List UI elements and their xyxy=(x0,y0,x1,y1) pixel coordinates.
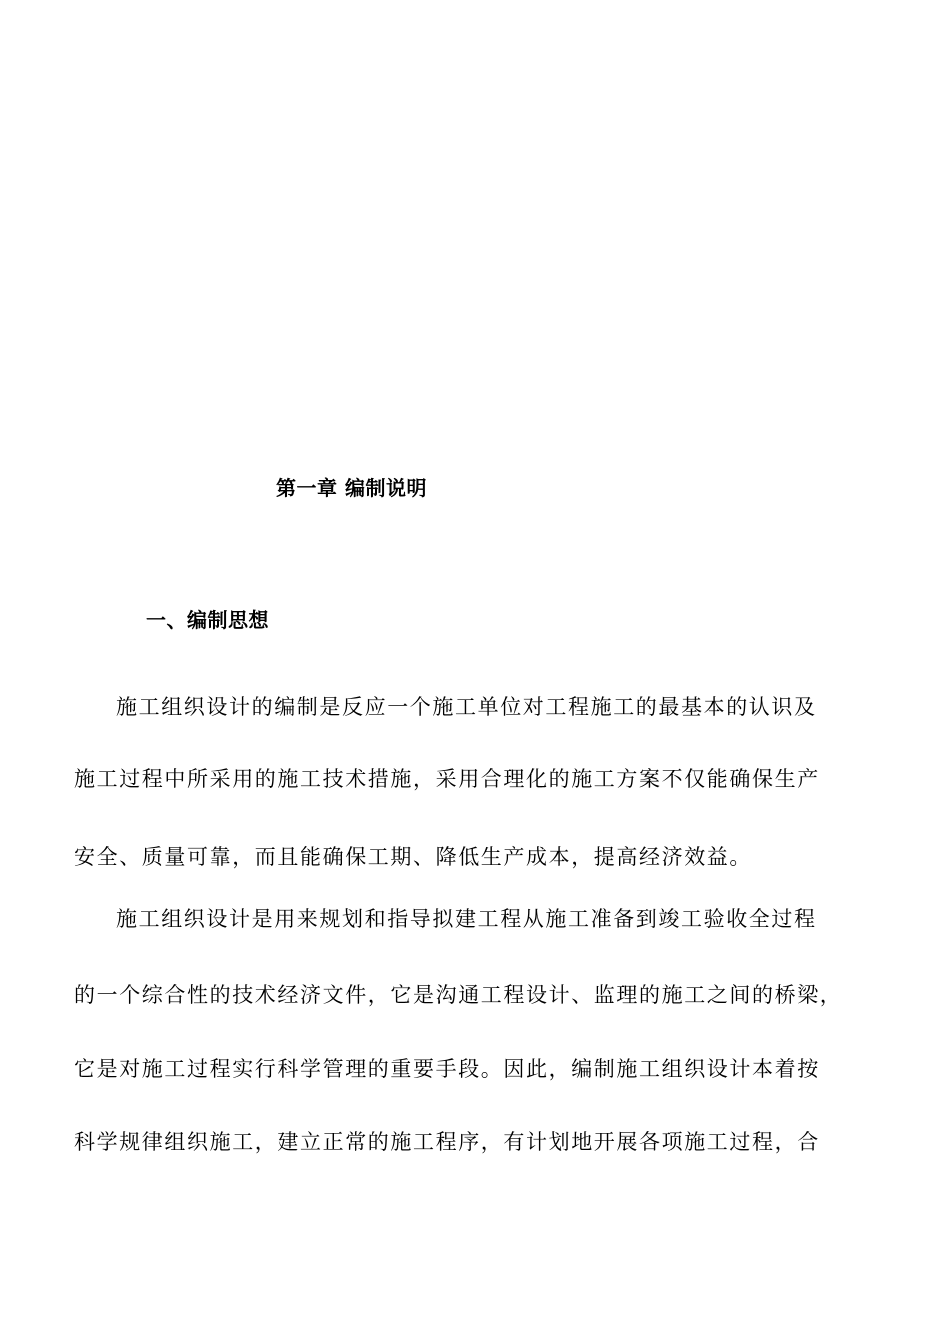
section-heading: 一、编制思想 xyxy=(146,608,269,632)
paragraph-2-line-2: 的一个综合性的技术经济文件，它是沟通工程设计、监理的施工之间的桥梁， xyxy=(74,983,843,1007)
paragraph-2-line-1: 施工组织设计是用来规划和指导拟建工程从施工准备到竣工验收全过程 xyxy=(116,907,817,931)
paragraph-1-line-3: 安全、质量可靠，而且能确保工期、降低生产成本，提高经济效益。 xyxy=(74,845,752,869)
paragraph-2-line-4: 科学规律组织施工，建立正常的施工程序，有计划地开展各项施工过程，合 xyxy=(74,1130,820,1154)
paragraph-2-line-3: 它是对施工过程实行科学管理的重要手段。因此，编制施工组织设计本着按 xyxy=(74,1057,820,1081)
chapter-title: 第一章 编制说明 xyxy=(276,476,427,500)
paragraph-1-line-2: 施工过程中所采用的施工技术措施，采用合理化的施工方案不仅能确保生产 xyxy=(74,767,820,791)
paragraph-1-line-1: 施工组织设计的编制是反应一个施工单位对工程施工的最基本的认识及 xyxy=(116,695,817,719)
